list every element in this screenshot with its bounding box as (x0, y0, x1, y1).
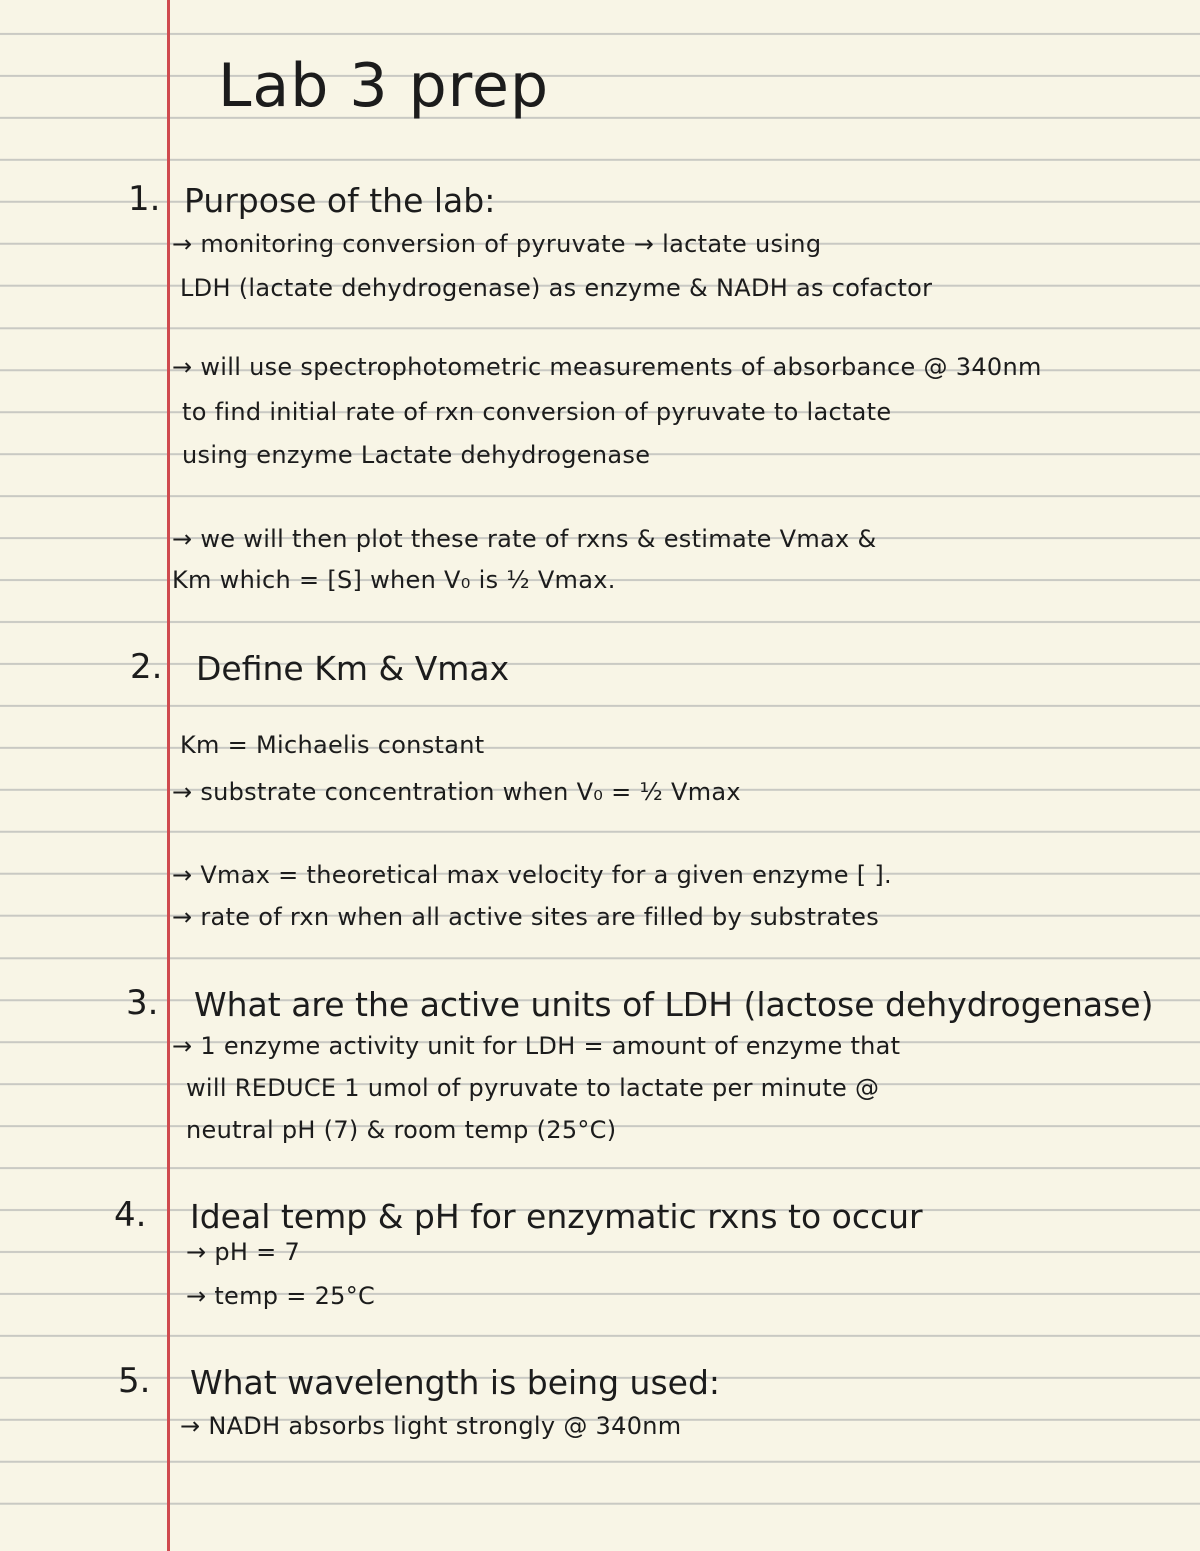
section-3-line: → 1 enzyme activity unit for LDH = amount of enzyme that (172, 1032, 901, 1060)
section-5-line: → NADH absorbs light strongly @ 340nm (180, 1412, 682, 1440)
red-margin-line (167, 0, 170, 1551)
section-1-line: LDH (lactate dehydrogenase) as enzyme & NADH as cofactor (180, 274, 933, 302)
section-3-line: neutral pH (7) & room temp (25°C) (186, 1116, 617, 1144)
section-1-number: 1. (128, 179, 161, 219)
section-1-line: to find initial rate of rxn conversion of pyruvate to lactate (182, 398, 892, 426)
section-3-heading: What are the active units of LDH (lactose dehydrogenase) (194, 985, 1154, 1024)
section-4-number: 4. (114, 1195, 147, 1235)
section-2-line: Km = Michaelis constant (180, 731, 485, 759)
section-1-line: → we will then plot these rate of rxns & estimate Vmax & (172, 525, 877, 553)
section-1-line: → monitoring conversion of pyruvate → lactate using (172, 230, 822, 258)
section-2-line: → rate of rxn when all active sites are filled by substrates (172, 903, 880, 931)
section-4-heading: Ideal temp & pH for enzymatic rxns to occur (190, 1197, 923, 1236)
section-2-heading: Define Km & Vmax (196, 649, 510, 688)
section-1-line: using enzyme Lactate dehydrogenase (182, 441, 651, 469)
section-5-number: 5. (118, 1361, 151, 1401)
section-2-number: 2. (130, 647, 163, 687)
section-5-heading: What wavelength is being used: (190, 1363, 721, 1402)
section-2-line: → substrate concentration when V₀ = ½ Vmax (172, 778, 741, 806)
section-3-line: will REDUCE 1 umol of pyruvate to lactate per minute @ (186, 1074, 880, 1102)
section-1-heading: Purpose of the lab: (184, 181, 496, 220)
page-title: Lab 3 prep (218, 51, 550, 121)
section-3-number: 3. (126, 983, 159, 1023)
section-4-line: → temp = 25°C (186, 1282, 376, 1310)
section-4-line: → pH = 7 (186, 1238, 301, 1266)
section-1-line: → will use spectrophotometric measurements of absorbance @ 340nm (172, 353, 1042, 381)
section-1-line: Km which = [S] when V₀ is ½ Vmax. (172, 566, 616, 594)
section-2-line: → Vmax = theoretical max velocity for a given enzyme [ ]. (172, 861, 892, 889)
